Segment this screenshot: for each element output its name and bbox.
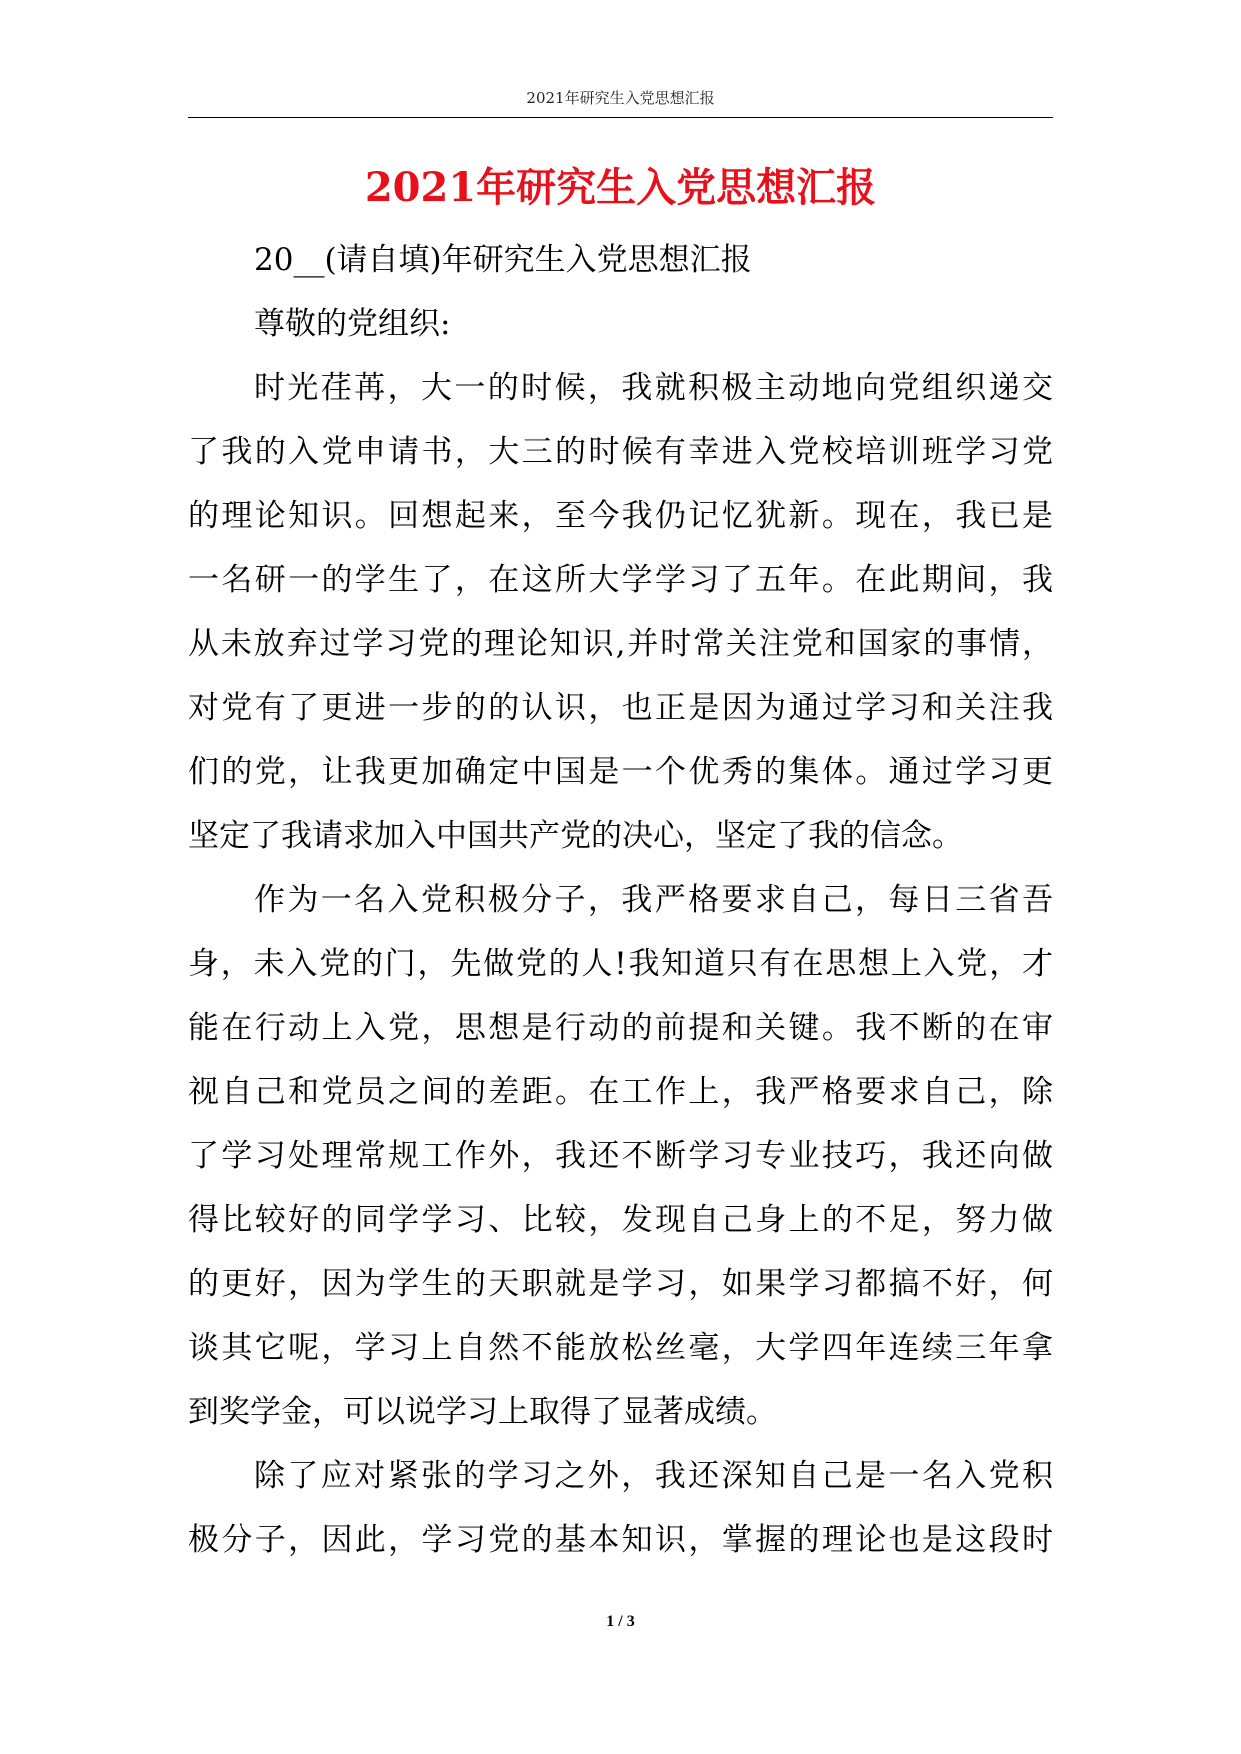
paragraph-1-line: 一名研一的学生了，在这所大学学习了五年。在此期间，我	[188, 562, 1053, 598]
paragraph-2-line: 谈其它呢，学习上自然不能放松丝毫，大学四年连续三年拿	[188, 1330, 1053, 1366]
paragraph-3-line: 极分子，因此，学习党的基本知识，掌握的理论也是这段时	[188, 1522, 1053, 1558]
paragraph-3-line: 除了应对紧张的学习之外，我还深知自己是一名入党积	[254, 1458, 1053, 1494]
paragraph-2-line: 到奖学金，可以说学习上取得了显著成绩。	[188, 1394, 777, 1430]
paragraph-1-line: 的理论知识。回想起来，至今我仍记忆犹新。现在，我已是	[188, 498, 1053, 534]
paragraph-2-line: 得比较好的同学学习、比较，发现自己身上的不足，努力做	[188, 1202, 1053, 1238]
paragraph-2-line: 视自己和党员之间的差距。在工作上，我严格要求自己，除	[188, 1074, 1053, 1110]
paragraph-2-line: 身，未入党的门，先做党的人!我知道只有在思想上入党，才	[188, 946, 1053, 982]
salutation-line: 尊敬的党组织:	[254, 306, 451, 342]
paragraph-2-line: 了学习处理常规工作外，我还不断学习专业技巧，我还向做	[188, 1138, 1053, 1174]
paragraph-1-line: 了我的入党申请书，大三的时候有幸进入党校培训班学习党	[188, 434, 1053, 470]
paragraph-2-line: 能在行动上入党，思想是行动的前提和关键。我不断的在审	[188, 1010, 1053, 1046]
paragraph-2-line: 作为一名入党积极分子，我严格要求自己，每日三省吾	[254, 882, 1053, 918]
paragraph-1-line: 时光荏苒，大一的时候，我就积极主动地向党组织递交	[254, 370, 1053, 406]
page-number: 1 / 3	[606, 1613, 635, 1630]
paragraph-1-line: 们的党，让我更加确定中国是一个优秀的集体。通过学习更	[188, 754, 1053, 790]
running-header: 2021年研究生入党思想汇报	[526, 89, 715, 107]
subtitle-line: 20__(请自填)年研究生入党思想汇报	[254, 242, 752, 278]
document-title: 2021年研究生入党思想汇报	[364, 164, 877, 211]
paragraph-1-line: 从未放弃过学习党的理论知识,并时常关注党和国家的事情，	[188, 626, 1053, 662]
paragraph-1-line: 坚定了我请求加入中国共产党的决心，坚定了我的信念。	[188, 818, 963, 854]
paragraph-2-line: 的更好，因为学生的天职就是学习，如果学习都搞不好，何	[188, 1266, 1053, 1302]
document-body	[188, 228, 1053, 1572]
header-divider	[188, 117, 1053, 118]
paragraph-1-line: 对党有了更进一步的的认识，也正是因为通过学习和关注我	[188, 690, 1053, 726]
